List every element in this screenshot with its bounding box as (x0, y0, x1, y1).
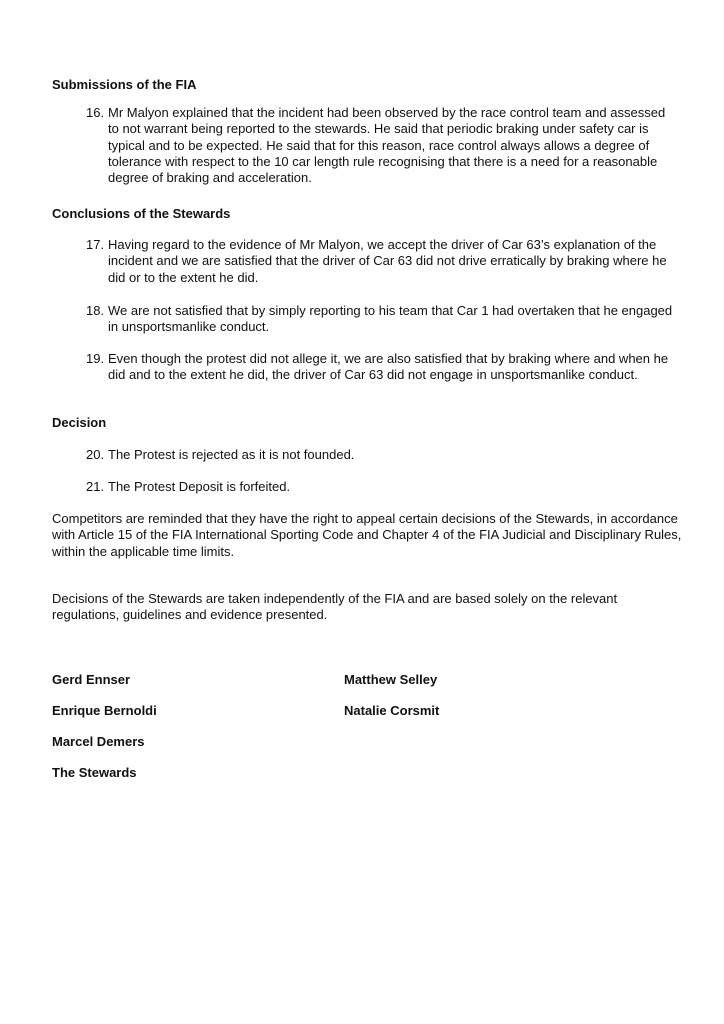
steward-name: Gerd Ennser (52, 672, 131, 687)
steward-name: Natalie Corsmit (344, 703, 440, 718)
numbered-paragraph-17 (86, 237, 676, 286)
paragraph-text: The Protest Deposit is forfeited. (108, 479, 291, 494)
section-heading-fia-submissions: Submissions of the FIA (52, 77, 197, 92)
numbered-paragraph-18 (86, 303, 676, 336)
paragraph-number: 18. (86, 303, 105, 318)
appeal-notice: Competitors are reminded that they have the right to appeal certain decisions of the Stewards, in accordance with Article 15 of the FIA International Sporting Code and Chapter 4 of the FIA Judicial and Disciplinary Rules, within the applicable time limits. (52, 511, 682, 559)
paragraph-text: The Protest is rejected as it is not founded. (108, 447, 355, 462)
paragraph-number: 19. (86, 351, 105, 366)
independence-notice: Decisions of the Stewards are taken independently of the FIA and are based solely on the relevant regulations, guidelines and evidence presented. (52, 591, 618, 623)
paragraph-text: Even though the protest did not allege it, we are also satisfied that by braking where and when he did and to the extent he did, the driver of Car 63 did not engage in unsportsmanlike conduct. (108, 351, 669, 383)
numbered-paragraph-19 (86, 351, 676, 384)
section-heading-conclusions: Conclusions of the Stewards (52, 206, 231, 221)
paragraph-number: 17. (86, 237, 105, 252)
section-heading-decision: Decision (52, 415, 107, 430)
paragraph-number: 16. (86, 105, 105, 120)
steward-name: Matthew Selley (344, 672, 438, 687)
steward-name: Enrique Bernoldi (52, 703, 157, 718)
paragraph-text: We are not satisfied that by simply reporting to his team that Car 1 had overtaken that he engaged in unsportsmanlike conduct. (108, 303, 673, 335)
numbered-paragraph-21 (86, 479, 676, 495)
numbered-paragraph-16 (86, 105, 676, 186)
paragraph-number: 21. (86, 479, 105, 494)
paragraph-text: Mr Malyon explained that the incident had been observed by the race control team and assessed to not warrant being reported to the stewards. He said that periodic braking under safety car is typical and to be expected. He said that for this reason, race control always allows a degree of tolerance with respect to the 10 car length rule recognising that there is a need for a reasonable degree of braking and acceleration. (108, 105, 666, 186)
steward-name: Marcel Demers (52, 734, 145, 749)
stewards-signature-label: The Stewards (52, 765, 137, 780)
numbered-paragraph-20 (86, 447, 676, 463)
paragraph-number: 20. (86, 447, 105, 462)
paragraph-text: Having regard to the evidence of Mr Malyon, we accept the driver of Car 63’s explanation of the incident and we are satisfied that the driver of Car 63 did not drive erratically by braking where he did or to the extent he did. (108, 237, 667, 285)
